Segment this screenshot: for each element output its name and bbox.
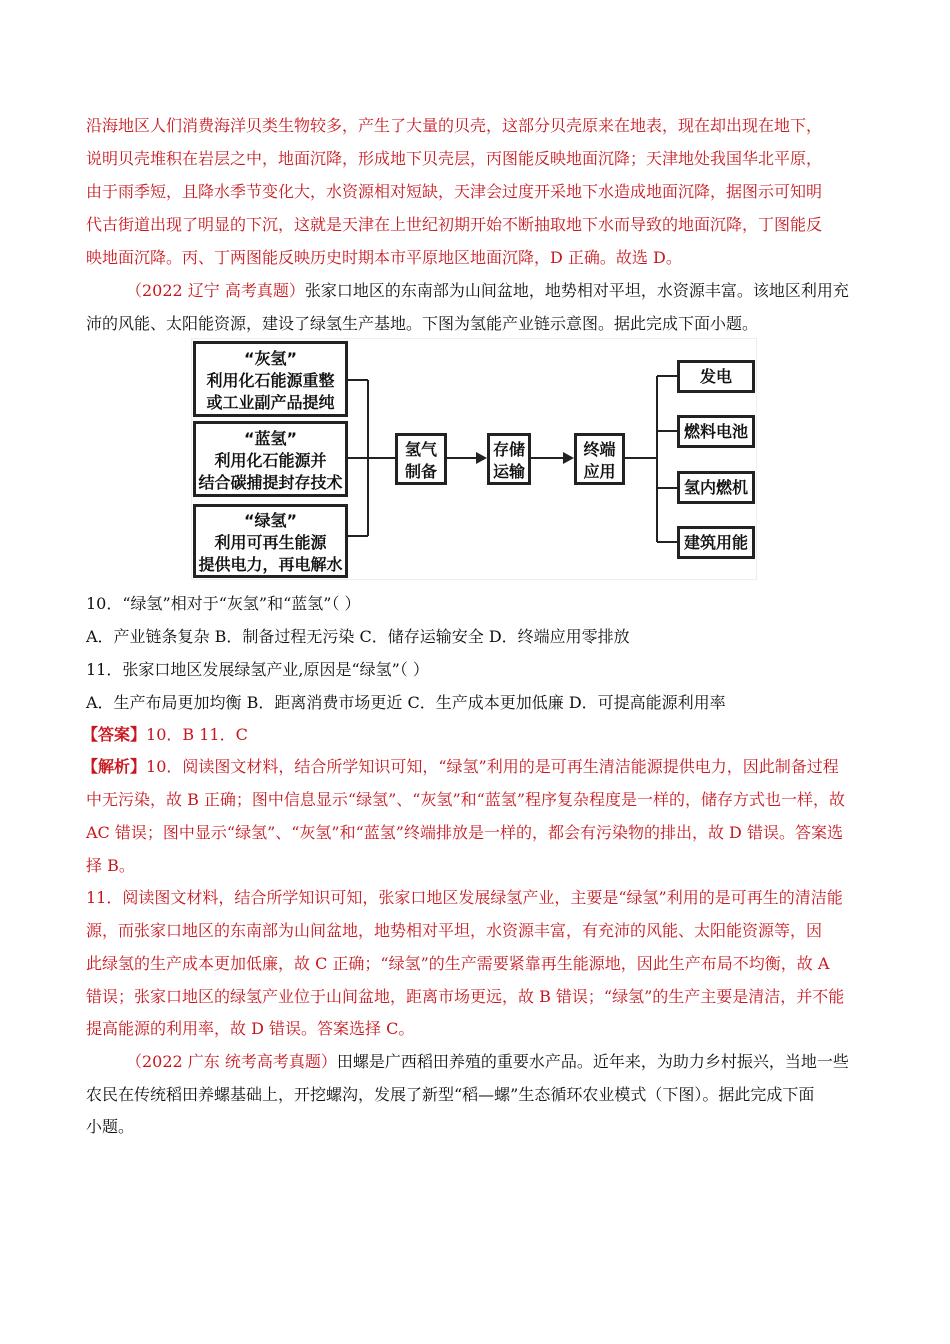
stage-box-end-use: 终端 应用 (574, 433, 625, 485)
answer-tag: 【答案】 (82, 725, 147, 744)
intro-text: 田螺是广西稻田养殖的重要水产品。近年来，为助力乡村振兴，当地一些 (336, 1052, 849, 1071)
text-line: 错误；张家口地区的绿氢产业位于山间盆地，距离市场更远，故 B 错误；“绿氢”的生产主要是清洁，并不能 (86, 987, 845, 1006)
analysis-tag: 【解析】 (82, 757, 147, 776)
text-line: 10．阅读图文材料，结合所学知识可知，“绿氢”利用的是可再生清洁能源提供电力，因此制备过程 (146, 757, 839, 776)
text-line: 沿海地区人们消费海洋贝类生物较多，产生了大量的贝壳，这部分贝壳原来在地表，现在却出现在地下， (86, 116, 823, 135)
text-line: 映地面沉降。丙、丁两图能反映历史时期本市平原地区地面沉降，D 正确。故选 D。 (86, 248, 682, 267)
use-box-building: 建筑用能 (677, 526, 755, 559)
text-line: 11．阅读图文材料，结合所学知识可知，张家口地区发展绿氢产业，主要是“绿氢”利用的是可再生的清洁能 (86, 888, 843, 907)
answer-text: 10．B 11．C (146, 725, 248, 744)
use-box-ice: 氢内燃机 (677, 471, 755, 504)
intro-text: 张家口地区的东南部为山间盆地，地势相对平坦，水资源丰富。该地区利用充 (304, 281, 849, 300)
answer-line (82, 719, 248, 751)
stage-box-storage-transport: 存储 运输 (487, 433, 531, 485)
question-source: （2022 辽宁 高考真题） (126, 281, 305, 300)
question-11-stem: 11．张家口地区发展绿氢产业,原因是“绿氢”（ ） (86, 660, 429, 679)
source-box-blue-hydrogen: “蓝氢” 利用化石能源并 结合碳捕提封存技术 (193, 421, 348, 497)
question-10-options: A．产业链条复杂 B．制备过程无污染 C．储存运输安全 D．终端应用零排放 (86, 627, 630, 646)
text-line: 源，而张家口地区的东南部为山间盆地，地势相对平坦，水资源丰富，有充沛的风能、太阳能资源等，因 (86, 921, 823, 940)
intro-text: 农民在传统稻田养螺基础上，开挖螺沟，发展了新型“稻—螺”生态循环农业模式（下图）。据此完成下面 (86, 1085, 815, 1104)
intro-text: 沛的风能、太阳能资源，建设了绿氢生产基地。下图为氢能产业链示意图。据此完成下面小题。 (86, 314, 759, 333)
text-line: 说明贝壳堆积在岩层之中，地面沉降，形成地下贝壳层，丙图能反映地面沉降；天津地处我国华北平原， (86, 149, 823, 168)
text-line: 提高能源的利用率，故 D 错误。答案选择 C。 (86, 1019, 415, 1038)
text-line: 此绿氢的生产成本更加低廉，故 C 正确；“绿氢”的生产需要紧靠再生能源地，因此生产布局不均衡，故 A (86, 954, 830, 973)
question-source: （2022 广东 统考高考真题） (126, 1052, 337, 1071)
text-line: AC 错误；图中显示“绿氢”、“灰氢”和“蓝氢”终端排放是一样的，都会有污染物的排出，故 D 错误。答案选 (86, 823, 843, 842)
text-line: 代古街道出现了明显的下沉，这就是天津在上世纪初期开始不断抽取地下水而导致的地面沉降，丁图能反 (86, 215, 823, 234)
use-box-fuel-cell: 燃料电池 (677, 415, 755, 448)
text-line: 择 B。 (86, 856, 135, 875)
hydrogen-chain-diagram (191, 338, 757, 580)
text-line: 中无污染，故 B 正确；图中信息显示“绿氢”、“灰氢”和“蓝氢”程序复杂程度是一样的，储存方式也一样，故 (86, 790, 846, 809)
use-box-power: 发电 (677, 360, 755, 393)
stage-box-production: 氢气 制备 (395, 433, 447, 485)
source-box-green-hydrogen: “绿氢” 利用可再生能源 提供电力，再电解水 (193, 504, 348, 578)
source-box-grey-hydrogen: “灰氢” 利用化石能源重整 或工业副产品提纯 (193, 341, 348, 417)
question-10-stem: 10．“绿氢”相对于“灰氢”和“蓝氢”（ ） (86, 594, 361, 613)
text-line: 由于雨季短，且降水季节变化大，水资源相对短缺，天津会过度开采地下水造成地面沉降，据图示可知明 (86, 182, 823, 201)
question-11-options: A．生产布局更加均衡 B．距离消费市场更近 C．生产成本更加低廉 D．可提高能源利用率 (86, 693, 726, 712)
intro-text: 小题。 (86, 1117, 135, 1136)
